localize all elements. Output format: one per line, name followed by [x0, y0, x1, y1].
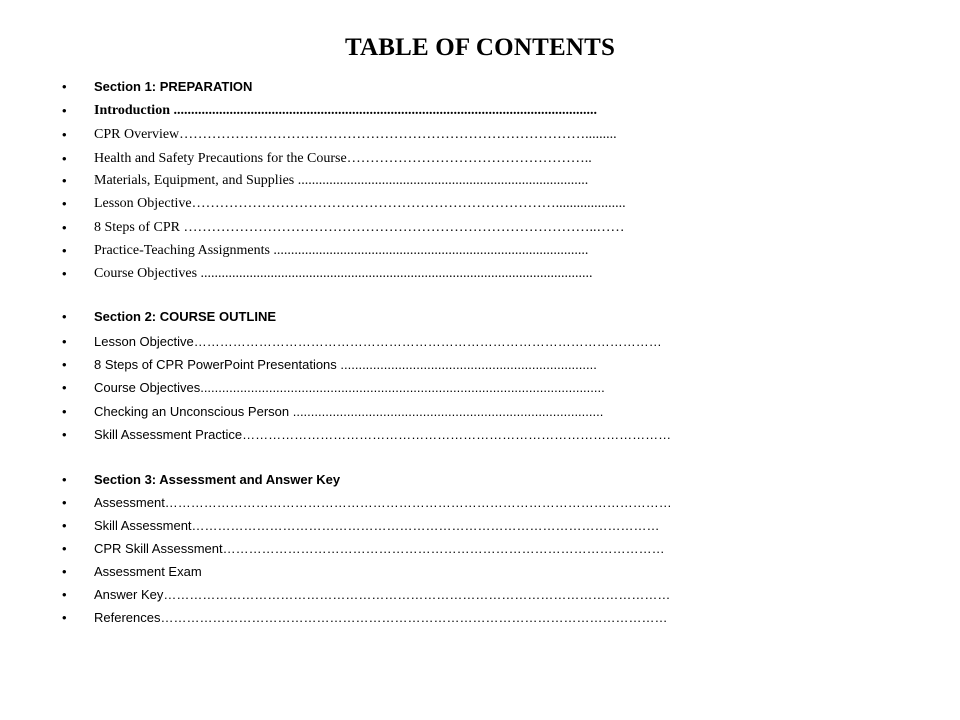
entry-text: Skill Assessment………………………………………………………………………………………………	[94, 518, 660, 533]
entry-text: References………………………………………………………………………………………………………	[94, 610, 668, 625]
bullet-icon: •	[62, 541, 67, 556]
entry-text: Lesson Objective………………………………………………………………………………………………	[94, 334, 662, 349]
entry-text: Section 3: Assessment and Answer Key	[94, 472, 341, 487]
bullet-icon: •	[62, 266, 67, 281]
page-title: TABLE OF CONTENTS	[344, 34, 616, 61]
bullet-icon: •	[62, 380, 67, 395]
bullet-icon: •	[62, 127, 67, 142]
bullet-icon: •	[62, 610, 67, 625]
bullet-icon: •	[62, 427, 67, 442]
bullet-icon: •	[62, 564, 67, 579]
bullet-icon: •	[62, 151, 67, 166]
entry-text: 8 Steps of CPR ……………………………………………………………………………..……	[94, 220, 625, 235]
entry-text: Course Objectives ................................................................................................................	[94, 266, 593, 281]
entry-text: Course Objectives................................................................................................................	[94, 380, 605, 395]
bullet-icon: •	[62, 495, 67, 510]
bullet-icon: •	[62, 309, 67, 324]
entry-text: Introduction .........................................................................................................................	[94, 103, 597, 118]
entry-text: CPR Skill Assessment…………………………………………………………………………………………	[94, 541, 665, 556]
entry-text: Assessment Exam	[94, 564, 202, 579]
bullet-icon: •	[62, 79, 67, 94]
bullet-icon: •	[62, 518, 67, 533]
bullet-icon: •	[62, 103, 67, 118]
bullet-icon: •	[62, 243, 67, 258]
bullet-icon: •	[62, 173, 67, 188]
entry-text: CPR Overview…………………………………………………………………………….........	[94, 127, 617, 142]
entry-text: Health and Safety Precautions for the Course……………………………………………..	[94, 151, 592, 166]
bullet-icon: •	[62, 587, 67, 602]
entry-text: Lesson Objective……………………………………………………………………....................	[94, 196, 626, 211]
entry-text: Answer Key………………………………………………………………………………………………………	[94, 587, 671, 602]
entry-text: Checking an Unconscious Person ......................................................................................	[94, 404, 604, 419]
bullet-icon: •	[62, 357, 67, 372]
bullet-icon: •	[62, 196, 67, 211]
bullet-icon: •	[62, 472, 67, 487]
entry-text: Assessment………………………………………………………………………………………………………	[94, 495, 672, 510]
entry-text: Practice-Teaching Assignments ..........................................................................................	[94, 243, 589, 258]
entry-text: 8 Steps of CPR PowerPoint Presentations .......................................................................	[94, 357, 597, 372]
bullet-icon: •	[62, 404, 67, 419]
bullet-icon: •	[62, 334, 67, 349]
entry-text: Materials, Equipment, and Supplies ...................................................................................	[94, 173, 589, 188]
entry-text: Skill Assessment Practice………………………………………………………………………………………	[94, 427, 672, 442]
bullet-icon: •	[62, 220, 67, 235]
entry-text: Section 1: PREPARATION	[94, 79, 253, 94]
entry-text: Section 2: COURSE OUTLINE	[94, 309, 277, 324]
